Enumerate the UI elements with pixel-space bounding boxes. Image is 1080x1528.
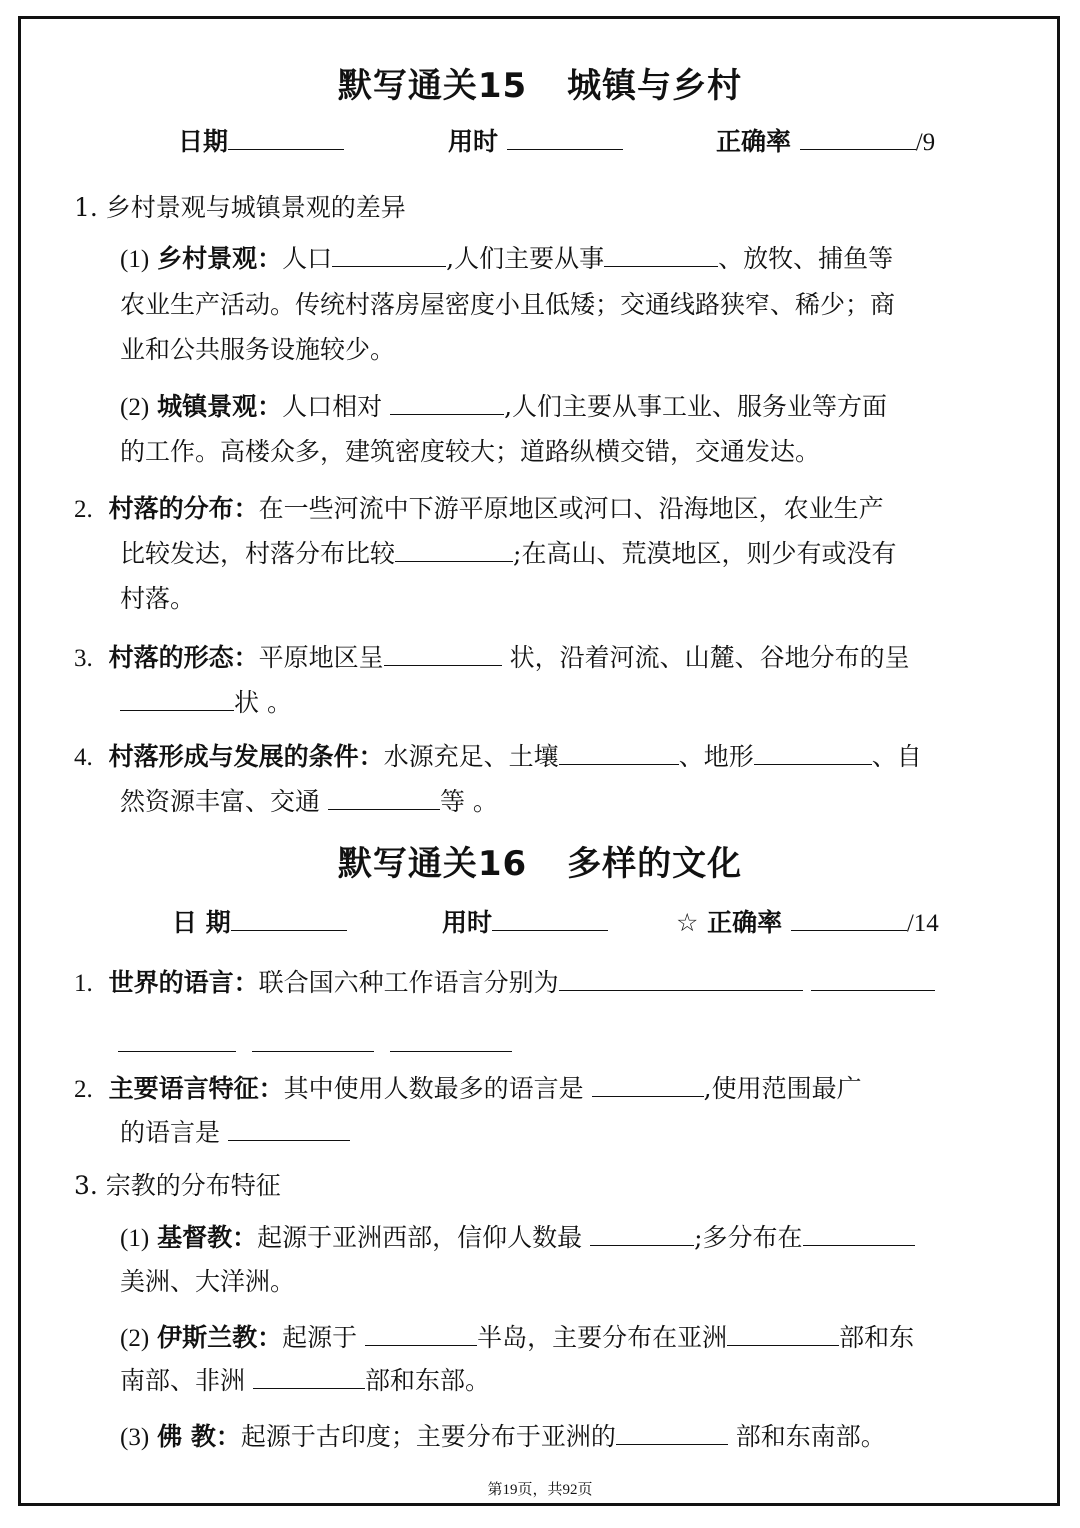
s16-q3c-text1: 起源于古印度；主要分布于亚洲的 — [240, 1422, 616, 1451]
s15-q3-text2: 状，沿着河流、山麓、谷地分布的呈 — [501, 643, 910, 672]
s15-time-blank[interactable] — [507, 127, 623, 150]
s16-q3b-blank2[interactable] — [727, 1323, 839, 1346]
s15-q4-line1 — [74, 740, 922, 775]
s16-q3c-label: 佛 教： — [157, 1422, 241, 1451]
s15-date-blank[interactable] — [228, 127, 344, 150]
s16-q3c-blank1[interactable] — [616, 1422, 728, 1445]
s15-q1a-label: 乡村景观： — [157, 244, 283, 273]
s15-q1b-line2: 的工作。高楼众多，建筑密度较大；道路纵横交错，交通发达。 — [120, 437, 821, 466]
s16-q2-blank2[interactable] — [228, 1118, 350, 1141]
s16-q1-blank3[interactable] — [118, 1029, 236, 1052]
s16-q1-blank4[interactable] — [252, 1029, 374, 1052]
s15-q4-line2 — [120, 785, 498, 819]
s15-q2-num: 2. — [74, 496, 93, 523]
s15-q1b-text1: 人口相对 — [282, 392, 383, 421]
s16-q3b-text1: 起源于 — [282, 1323, 358, 1352]
s15-q1a-text3: 、放牧、捕鱼等 — [718, 244, 894, 273]
s15-q1a-text1: 人口 — [282, 244, 333, 273]
s15-q4-text4: 然资源丰富、交通 — [120, 787, 321, 816]
s15-q3-num: 3. — [74, 645, 93, 672]
s16-q3b-text2: 半岛，主要分布在亚洲 — [477, 1323, 728, 1352]
section-16-title-topic: 多样的文化 — [567, 844, 743, 884]
s16-q2-text2: ,使用范围最广 — [703, 1074, 862, 1103]
s15-q1a-line1 — [120, 242, 893, 277]
s15-q2-blank1[interactable] — [395, 539, 513, 562]
s16-q3b-text3: 部和东 — [839, 1323, 915, 1352]
s16-date-blank[interactable] — [231, 908, 347, 931]
s15-q2-text2: 比较发达，村落分布比较 — [120, 539, 396, 568]
s16-q3b-text5: 部和东部。 — [364, 1366, 490, 1395]
s15-q4-text3: 、自 — [871, 742, 922, 771]
section-15-title-topic: 城镇与乡村 — [567, 66, 743, 106]
s15-q1a-blank1[interactable] — [332, 244, 446, 267]
s15-q1a-line3: 业和公共服务设施较少。 — [120, 335, 396, 364]
s15-q1b-label: 城镇景观： — [157, 392, 283, 421]
s15-q4-num: 4. — [74, 744, 93, 771]
s15-q3-blank2[interactable] — [120, 688, 234, 711]
s15-q1a-line2: 农业生产活动。传统村落房屋密度小且低矮；交通线路狭窄、稀少；商 — [120, 290, 896, 319]
s16-q1-blank2[interactable] — [811, 968, 935, 991]
s15-time-field — [448, 122, 623, 158]
s16-q2-text3: 的语言是 — [120, 1118, 221, 1147]
s16-q3a-blank2[interactable] — [803, 1223, 915, 1246]
s16-q3a-line2: 美洲、大洋洲。 — [120, 1267, 296, 1296]
s15-q2-line2 — [120, 537, 896, 571]
s15-q4-blank3[interactable] — [328, 787, 440, 810]
s15-q2-line3: 村落。 — [120, 584, 196, 613]
s16-q2-line2 — [120, 1116, 350, 1150]
s15-q4-text2: 、地形 — [678, 742, 754, 771]
s15-q1b-text2: ,人们主要从事工业、服务业等方面 — [504, 392, 888, 421]
s15-q3-label: 村落的形态： — [108, 643, 259, 672]
s16-q3a-text1: 起源于亚洲西部，信仰人数最 — [257, 1223, 583, 1252]
s16-q3a-line1 — [120, 1221, 915, 1256]
s16-accuracy-field — [676, 903, 939, 939]
s15-q1b-line1 — [120, 390, 887, 425]
s16-time-label: 用时 — [442, 908, 493, 937]
s16-q1-line2 — [118, 1027, 512, 1061]
s15-accuracy-label: 正确率 — [716, 127, 792, 156]
s16-q1-blank1[interactable] — [559, 968, 803, 991]
s16-time-field — [442, 903, 608, 939]
s16-q3b-blank3[interactable] — [253, 1366, 365, 1389]
s16-q1-line1 — [74, 966, 935, 1001]
s15-q4-blank1[interactable] — [559, 742, 679, 765]
s15-q3-line1 — [74, 641, 910, 676]
s16-date-label: 日 期 — [172, 908, 231, 937]
s15-q2-text1: 在一些河流中下游平原地区或河口、沿海地区，农业生产 — [258, 494, 884, 523]
s15-q3-line2 — [120, 686, 292, 720]
s16-q3b-line2 — [120, 1364, 490, 1398]
s15-q1a-text2: ,人们主要从事 — [446, 244, 605, 273]
s16-q3a-text2: ;多分布在 — [694, 1223, 803, 1252]
s15-accuracy-field — [716, 122, 935, 158]
s16-q3b-blank1[interactable] — [365, 1323, 477, 1346]
s16-q3b-text4: 南部、非洲 — [120, 1366, 246, 1395]
s15-q4-text5: 等 。 — [439, 787, 498, 816]
s15-q2-line1 — [74, 492, 884, 527]
s15-q4-label: 村落形成与发展的条件： — [108, 742, 384, 771]
s16-q3b-label: 伊斯兰教： — [157, 1323, 283, 1352]
section-16-title — [0, 836, 1080, 885]
section-16-title-number: 默写通关16 — [337, 844, 528, 884]
s15-q1b-blank1[interactable] — [390, 392, 504, 415]
s16-accuracy-total: /14 — [906, 910, 939, 937]
s16-q2-label: 主要语言特征： — [108, 1074, 284, 1103]
s15-q4-text1: 水源充足、土壤 — [383, 742, 559, 771]
page-number: 第19页，共92页 — [487, 1482, 593, 1498]
s15-q2-text3: ;在高山、荒漠地区，则少有或没有 — [513, 539, 897, 568]
s16-q3c-line1 — [120, 1420, 886, 1455]
s16-date-field — [172, 903, 347, 939]
s16-q2-text1: 其中使用人数最多的语言是 — [283, 1074, 584, 1103]
s16-q3a-num: (1) — [120, 1225, 150, 1252]
s15-q2-label: 村落的分布： — [108, 494, 259, 523]
s16-q1-text1: 联合国六种工作语言分别为 — [258, 968, 559, 997]
s16-q3c-text2: 部和东南部。 — [735, 1422, 886, 1451]
s15-q1a-num: (1) — [120, 246, 150, 273]
s16-accuracy-blank[interactable] — [791, 908, 907, 931]
s15-q1-heading: 1. 乡村景观与城镇景观的差异 — [74, 193, 406, 222]
s15-date-label: 日期 — [178, 127, 229, 156]
s16-accuracy-label: ☆ 正确率 — [676, 908, 783, 937]
s16-q1-blank5[interactable] — [390, 1029, 512, 1052]
s15-time-label: 用时 — [448, 127, 499, 156]
s15-q4-blank2[interactable] — [754, 742, 872, 765]
section-15-title — [0, 58, 1080, 107]
s16-time-blank[interactable] — [492, 908, 608, 931]
s16-q2-num: 2. — [74, 1076, 93, 1103]
s16-q3a-blank1[interactable] — [590, 1223, 694, 1246]
s16-q3-heading: 3. 宗教的分布特征 — [74, 1171, 281, 1200]
s16-q1-label: 世界的语言： — [108, 968, 259, 997]
s16-q3b-num: (2) — [120, 1325, 150, 1352]
s15-accuracy-blank[interactable] — [800, 127, 916, 150]
s16-q2-blank1[interactable] — [592, 1074, 704, 1097]
s16-q3c-num: (3) — [120, 1424, 150, 1451]
section-15-title-number: 默写通关15 — [337, 66, 528, 106]
s15-q3-text3: 状 。 — [234, 688, 292, 717]
s15-q3-blank1[interactable] — [384, 643, 502, 666]
s16-q3b-line1 — [120, 1321, 914, 1356]
s15-accuracy-total: /9 — [915, 129, 936, 156]
s15-q1b-num: (2) — [120, 394, 150, 421]
s16-q2-line1 — [74, 1072, 862, 1107]
s15-q3-text1: 平原地区呈 — [258, 643, 384, 672]
s15-date-field — [178, 122, 344, 158]
s16-q1-num: 1. — [74, 970, 93, 997]
s16-q3a-label: 基督教： — [157, 1223, 258, 1252]
s15-q1a-blank2[interactable] — [604, 244, 718, 267]
